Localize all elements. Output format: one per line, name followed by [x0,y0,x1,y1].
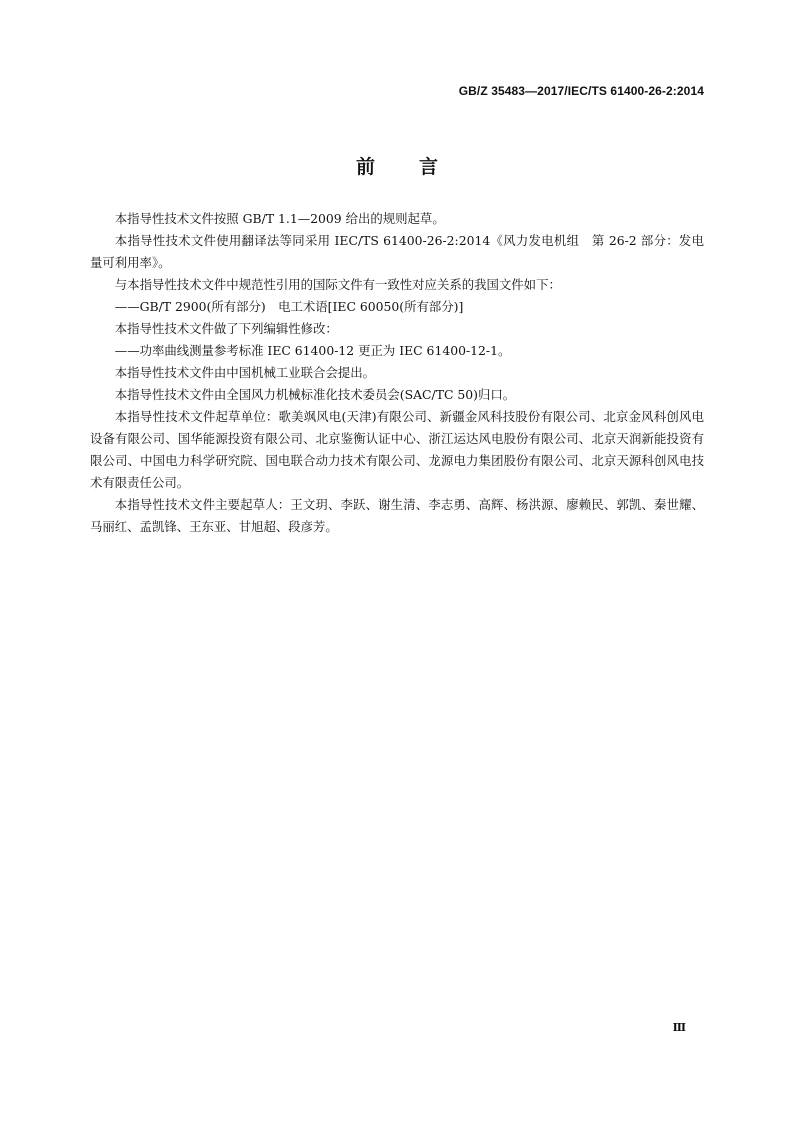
page-title: 前言 [355,156,482,178]
paragraph-drafting-rules: 本指导性技术文件按照 GB/T 1.1—2009 给出的规则起草。 [114,211,445,226]
paragraph-centralized-by: 本指导性技术文件由全国风力机械标准化技术委员会(SAC/TC 50)归口。 [114,387,516,402]
document-code: GB/Z 35483—2017/IEC/TS 61400-26-2:2014 [458,84,704,98]
preface-body [90,208,704,538]
list-item-gbt-2900: ——GB/T 2900(所有部分) 电工术语[IEC 60050(所有部分)] [114,299,464,314]
paragraph-proposed-by: 本指导性技术文件由中国机械工业联合会提出。 [114,365,375,380]
paragraph-drafting-units: 本指导性技术文件起草单位：歌美飒风电(天津)有限公司、新疆金风科技股份有限公司、北京金风科创风电设备有限公司、国华能源投资有限公司、北京鉴衡认证中心、浙江运达风电股份有限公司、北京天润新能投资有限公司、中国电力科学研究院、国电联合动力技术有限公司、龙源电力集团股份有限公司、北京天源科创风电技术有限责任公司。 [90,409,704,490]
paragraph-drafters: 本指导性技术文件主要起草人：王文玥、李跃、谢生清、李志勇、高辉、杨洪源、廖赖民、郭凯、秦世耀、马丽红、孟凯锋、王东亚、甘旭超、段彦芳。 [90,497,704,534]
list-item-power-curve: ——功率曲线测量参考标准 IEC 61400-12 更正为 IEC 61400-12-1。 [114,343,511,358]
paragraph-adoption: 本指导性技术文件使用翻译法等同采用 IEC/TS 61400-26-2:2014《风力发电机组 第 26-2 部分：发电量可利用率》。 [90,233,704,270]
paragraph-editorial-changes: 本指导性技术文件做了下列编辑性修改： [114,321,338,336]
page-number: Ⅲ [672,1021,686,1034]
paragraph-correspondence-intro: 与本指导性技术文件中规范性引用的国际文件有一致性对应关系的我国文件如下： [114,277,561,292]
